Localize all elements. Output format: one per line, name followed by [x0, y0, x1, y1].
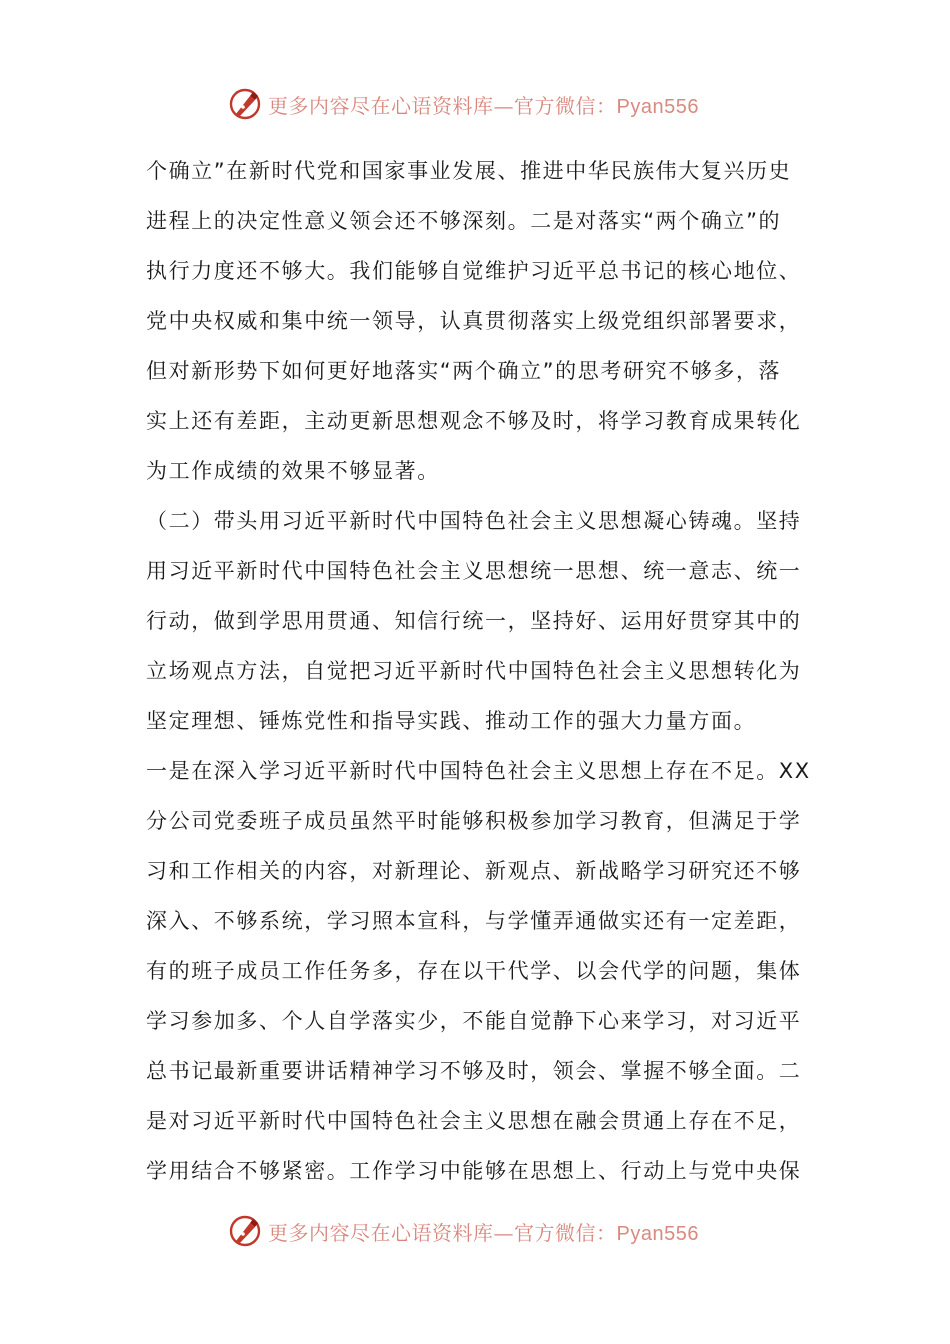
text-line: 习和工作相关的内容，对新理论、新观点、新战略学习研究还不够	[146, 859, 802, 883]
watermark-text	[268, 1217, 699, 1246]
watermark-text	[268, 90, 699, 119]
text-line: 有的班子成员工作任务多，存在以干代学、以会代学的问题，集体	[146, 959, 802, 983]
text-line: 为工作成绩的效果不够显著。	[146, 459, 440, 483]
document-body	[146, 146, 810, 1196]
watermark-label: 更多内容尽在心语资料库—官方微信：	[268, 1220, 617, 1245]
text-line: 进程上的决定性意义领会还不够深刻。二是对落实“两个确立”的	[146, 209, 782, 233]
text-line: 实上还有差距，主动更新思想观念不够及时，将学习教育成果转化	[146, 409, 802, 433]
text-line: 是对习近平新时代中国特色社会主义思想在融会贯通上存在不足，	[146, 1109, 802, 1133]
text-line: 但对新形势下如何更好地落实“两个确立”的思考研究不够多，落	[146, 359, 782, 383]
text-line: 一是在深入学习近平新时代中国特色社会主义思想上存在不足。XX	[146, 759, 811, 783]
header-watermark	[228, 84, 699, 124]
text-line: 个确立”在新时代党和国家事业发展、推进中华民族伟大复兴历史	[146, 159, 792, 183]
text-line: 用习近平新时代中国特色社会主义思想统一思想、统一意志、统一	[146, 559, 802, 583]
watermark-label: 更多内容尽在心语资料库—官方微信：	[268, 93, 617, 118]
text-line: 执行力度还不够大。我们能够自觉维护习近平总书记的核心地位、	[146, 259, 802, 283]
section-heading-line: （二）带头用习近平新时代中国特色社会主义思想凝心铸魂。坚持	[146, 509, 802, 533]
text-line: 分公司党委班子成员虽然平时能够积极参加学习教育，但满足于学	[146, 809, 802, 833]
text-line: 党中央权威和集中统一领导，认真贯彻落实上级党组织部署要求，	[146, 309, 802, 333]
text-line: 总书记最新重要讲话精神学习不够及时，领会、掌握不够全面。二	[146, 1059, 802, 1083]
text-line: 深入、不够系统，学习照本宣科，与学懂弄通做实还有一定差距，	[146, 909, 802, 933]
watermark-wechat-id: Pyan556	[616, 1222, 699, 1245]
pen-nib-circle-logo-icon	[228, 1214, 262, 1248]
text-line: 立场观点方法，自觉把习近平新时代中国特色社会主义思想转化为	[146, 659, 802, 683]
text-line: 学习参加多、个人自学落实少，不能自觉静下心来学习，对习近平	[146, 1009, 802, 1033]
text-line: 学用结合不够紧密。工作学习中能够在思想上、行动上与党中央保	[146, 1159, 802, 1183]
text-line: 坚定理想、锤炼党性和指导实践、推动工作的强大力量方面。	[146, 709, 757, 733]
pen-nib-circle-logo-icon	[228, 87, 262, 121]
text-line: 行动，做到学思用贯通、知信行统一，坚持好、运用好贯穿其中的	[146, 609, 802, 633]
footer-watermark	[228, 1211, 699, 1251]
watermark-wechat-id: Pyan556	[616, 95, 699, 118]
